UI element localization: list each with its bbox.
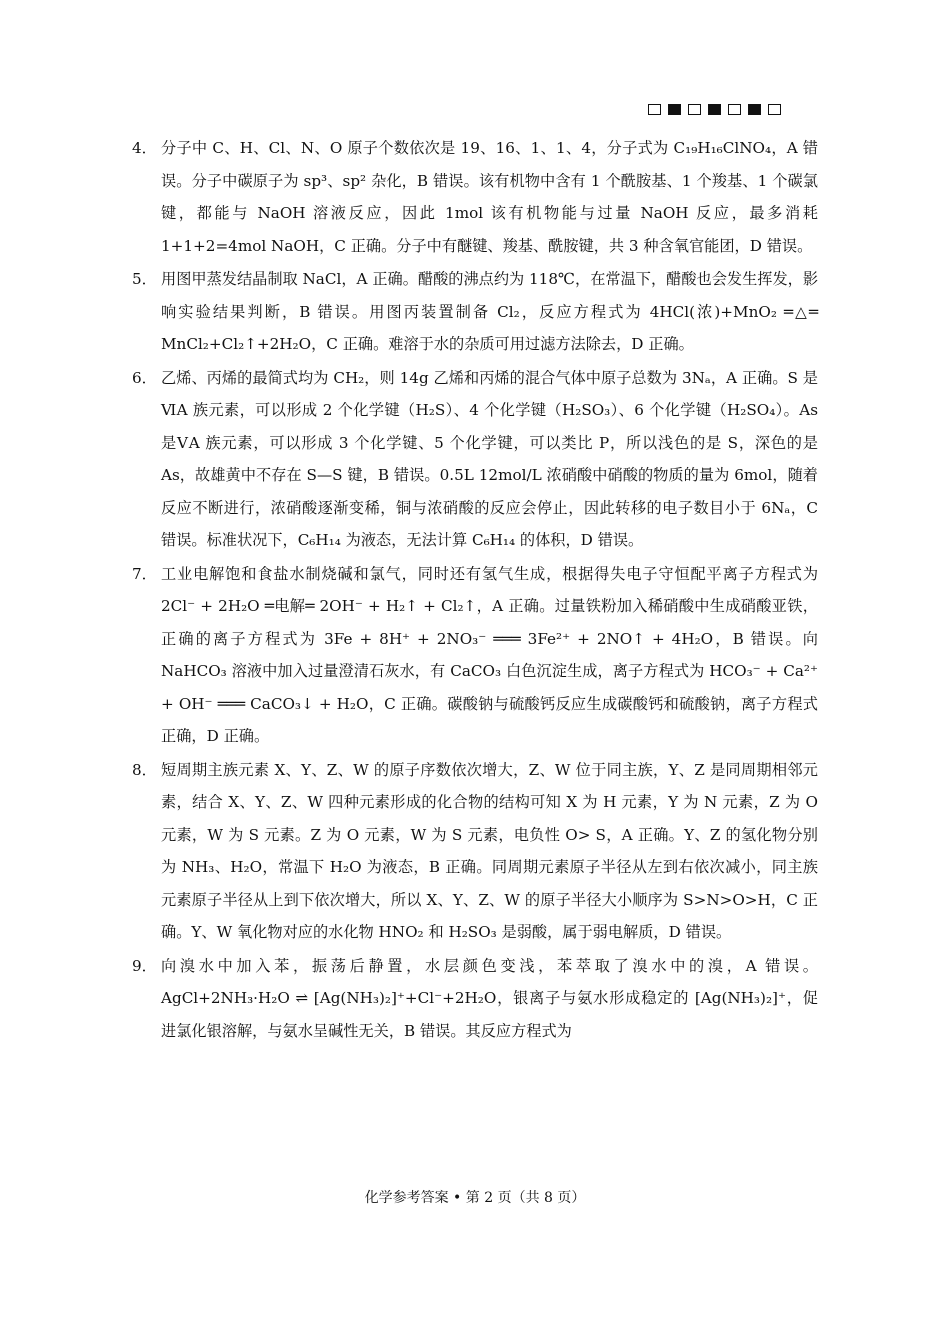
item-number: 6． (132, 368, 157, 387)
marker-box-empty (648, 104, 661, 115)
answer-item-6 (132, 362, 818, 557)
item-number: 9． (132, 956, 157, 975)
item-text: 用图甲蒸发结晶制取 NaCl，A 正确。醋酸的沸点约为 118℃，在常温下，醋酸也会发生挥发，影响实验结果判断，B 错误。用图丙装置制备 Cl₂，反应方程式为 4HCl(浓)+MnO₂ ═△═ MnCl₂+Cl₂↑+2H₂O，C 正确。难溶于水的杂质可用过滤方法除去，D 正确。 (161, 270, 819, 353)
item-number: 8． (132, 760, 157, 779)
answer-item-9 (132, 950, 818, 1048)
corner-box-pattern (648, 104, 781, 115)
item-text: 分子中 C、H、Cl、N、O 原子个数依次是 19、16、1、1、4，分子式为 C₁₉H₁₆ClNO₄，A 错误。分子中碳原子为 sp³、sp² 杂化，B 错误。该有机物中含有 1 个酰胺基、1 个羧基、1 个碳氯键，都能与 NaOH 溶液反应，因此 1mol 该有机物能与过量 NaOH 反应，最多消耗 1+1+2=4mol NaOH，C 正确。分子中有醚键、羧基、酰胺键，共 3 种含氧官能团，D 错误。 (161, 139, 818, 255)
answer-item-8 (132, 754, 818, 949)
item-number: 5． (132, 270, 157, 288)
answer-item-4 (132, 132, 818, 262)
answer-item-7 (132, 558, 818, 753)
item-text: 向溴水中加入苯，振荡后静置，水层颜色变浅，苯萃取了溴水中的溴，A 错误。AgCl+2NH₃·H₂O ⇌ [Ag(NH₃)₂]⁺+Cl⁻+2H₂O，银离子与氨水形成稳定的 [Ag(NH₃)₂]⁺，促进氯化银溶解，与氨水呈碱性无关，B 错误。其反应方程式为 (161, 956, 818, 1040)
answer-list (132, 132, 818, 1047)
marker-box-filled (708, 104, 721, 115)
marker-box-filled (668, 104, 681, 115)
item-text: 短周期主族元素 X、Y、Z、W 的原子序数依次增大，Z、W 位于同主族，Y、Z 是同周期相邻元素，结合 X、Y、Z、W 四种元素形成的化合物的结构可知 X 为 H 元素，Y 为 N 元素，Z 为 O 元素，W 为 S 元素。Z 为 O 元素，W 为 S 元素，电负性 O> S，A 正确。Y、Z 的氢化物分别为 NH₃、H₂O，常温下 H₂O 为液态，B 正确。同周期元素原子半径从左到右依次减小，同主族元素原子半径从上到下依次增大，所以 X、Y、Z、W 的原子半径大小顺序为 S>N>O>H，C 正确。Y、W 氧化物对应的水化物 HNO₂ 和 H₂SO₃ 是弱酸，属于弱电解质，D 错误。 (161, 760, 818, 941)
marker-box-empty (728, 104, 741, 115)
item-text: 乙烯、丙烯的最简式均为 CH₂，则 14g 乙烯和丙烯的混合气体中原子总数为 3Nₐ，A 正确。S 是ⅥA 族元素，可以形成 2 个化学键（H₂S）、4 个化学键（H₂SO₃）、6 个化学键（H₂SO₄）。As 是ⅤA 族元素，可以形成 3 个化学键、5 个化学键，可以类比 P，所以浅色的是 S，深色的是 As，故雄黄中不存在 S—S 键，B 错误。0.5L 12mol/L 浓硝酸中硝酸的物质的量为 6mol，随着反应不断进行，浓硝酸逐渐变稀，铜与浓硝酸的反应会停止，因此转移的电子数目小于 6Nₐ，C 错误。标准状况下，C₆H₁₄ 为液态，无法计算 C₆H₁₄ 的体积，D 错误。 (161, 368, 818, 549)
page-footer: 化学参考答案 • 第 2 页（共 8 页） (364, 1190, 586, 1206)
item-text: 工业电解饱和食盐水制烧碱和氯气，同时还有氢气生成，根据得失电子守恒配平离子方程式为 2Cl⁻ + 2H₂O ═电解═ 2OH⁻ + H₂↑ + Cl₂↑，A 正确。过量铁粉加入稀硝酸中生成硝酸亚铁，正确的离子方程式为 3Fe + 8H⁺ + 2NO₃⁻ ═══ 3Fe²⁺ + 2NO↑ + 4H₂O，B 错误。向 NaHCO₃ 溶液中加入过量澄清石灰水，有 CaCO₃ 白色沉淀生成，离子方程式为 HCO₃⁻ + Ca²⁺ + OH⁻ ═══ CaCO₃↓ + H₂O，C 正确。碳酸钠与硫酸钙反应生成碳酸钙和硫酸钠，离子方程式正确，D 正确。 (161, 564, 818, 745)
item-number: 7． (132, 564, 157, 583)
marker-box-filled (748, 104, 761, 115)
marker-box-empty (768, 104, 781, 115)
answer-item-5 (132, 263, 818, 361)
marker-box-empty (688, 104, 701, 115)
item-number: 4． (132, 139, 157, 157)
